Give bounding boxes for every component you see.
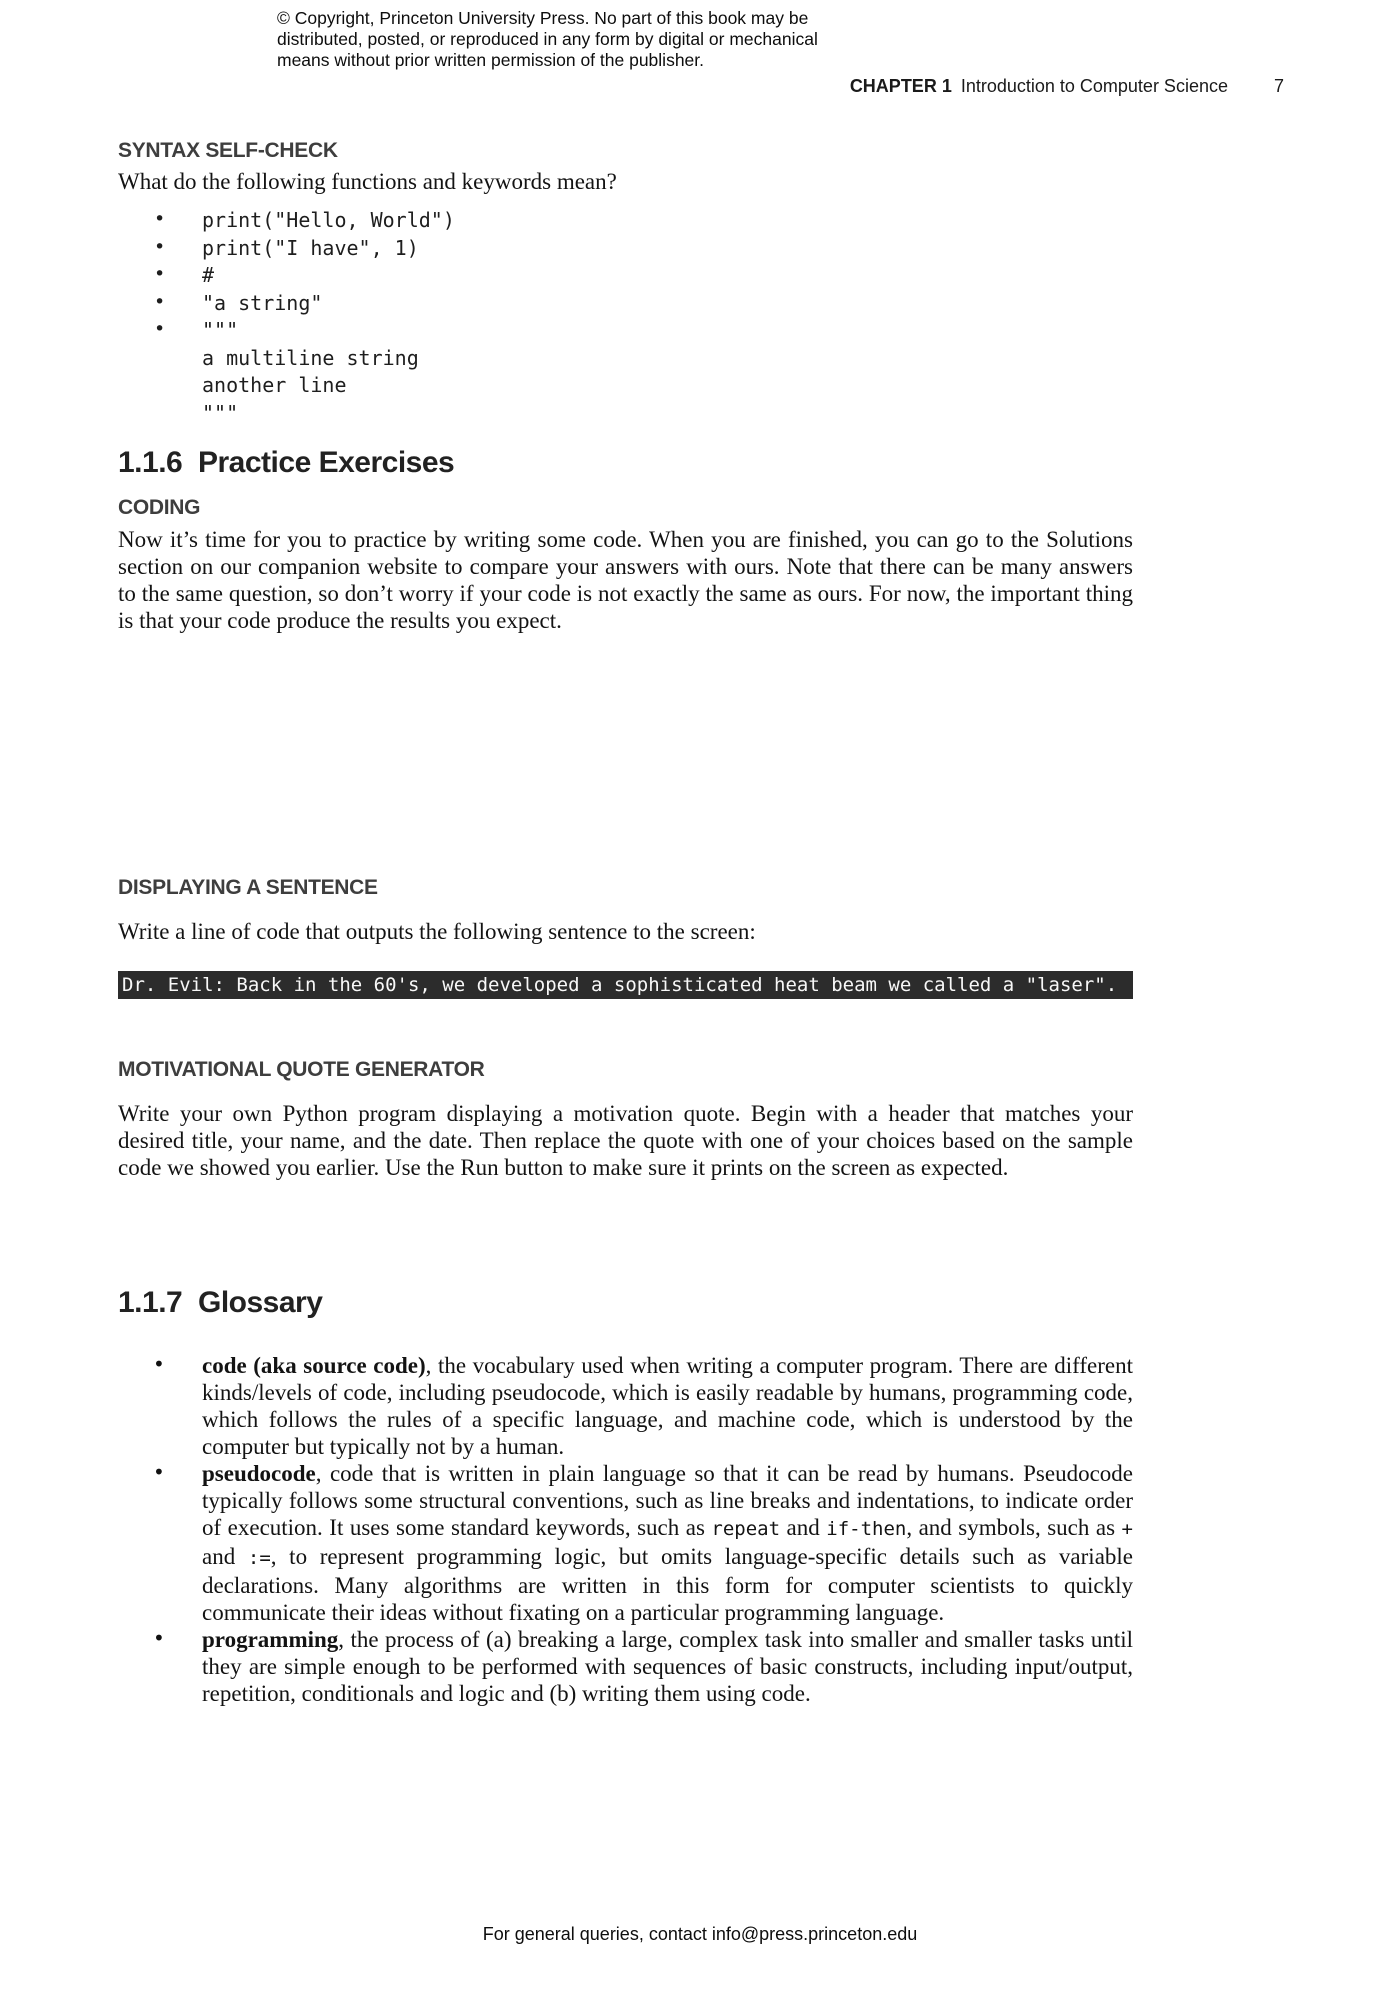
code-continuation-line: another line — [202, 373, 347, 397]
section-number: 1.1.6 — [118, 446, 183, 479]
copyright-line-1: © Copyright, Princeton University Press. No part of this book may be — [277, 8, 809, 28]
symbol-assign: := — [247, 1547, 271, 1569]
code-list-item — [118, 290, 1133, 318]
symbol-plus: + — [1121, 1518, 1133, 1540]
section-heading-practice-exercises — [118, 446, 1133, 480]
section-title: Glossary — [198, 1286, 323, 1319]
code-list-item — [118, 262, 1133, 290]
syntax-question: What do the following functions and keywords mean? — [118, 169, 617, 194]
section-title: Practice Exercises — [198, 446, 455, 479]
glossary-definition — [202, 1352, 1133, 1460]
coding-heading: CODING — [118, 496, 201, 519]
glossary-term: programming — [202, 1627, 339, 1652]
code-list-item — [118, 317, 1133, 345]
running-head — [118, 76, 1284, 97]
section-number: 1.1.7 — [118, 1286, 183, 1319]
code-snippet: print("Hello, World") — [202, 208, 455, 232]
code-continuation-line: a multiline string — [202, 345, 419, 370]
motivational-paragraph: Write your own Python program displaying a motivation quote. Begin with a header that matches your desired title, your name, and the date. Then replace the quote with one of your choices based on the sample code we showed you earlier. Use the Run button to make sure it prints on the screen as expected. — [118, 1101, 1133, 1180]
displaying-a-sentence-heading: DISPLAYING A SENTENCE — [118, 876, 378, 899]
glossary-definition-text: , the process of (a) breaking a large, complex task into smaller and smaller tasks until they are simple enough to be performed with sequences of basic constructs, including input/output, repetition, conditionals and logic and (b) writing them using code. — [202, 1627, 1133, 1706]
bullet-icon: • — [153, 1626, 165, 1650]
motivational-quote-generator-heading: MOTIVATIONAL QUOTE GENERATOR — [118, 1058, 485, 1081]
section-heading-glossary — [118, 1286, 1133, 1320]
bullet-icon: • — [154, 318, 166, 340]
glossary-definition-text: , the vocabulary used when writing a computer program. There are different kinds/levels of code, including pseudocode, which is easily readable by humans, programming code, which follows the rules of a specific language, and machine code, which is understood by the computer but typically not by a human. — [202, 1353, 1134, 1459]
displaying-paragraph: Write a line of code that outputs the following sentence to the screen: — [118, 919, 756, 944]
code-snippet: "a string" — [202, 290, 323, 315]
glossary-definition — [202, 1460, 1133, 1626]
bullet-icon: • — [154, 290, 166, 313]
coding-paragraph: Now it’s time for you to practice by writing some code. When you are finished, you can go to the Solutions section on our companion website to compare your answers with ours. Note that there can be many answers to the same question, so don’t worry if your code is not exactly the same as ours. For now, the important thing is that your code produce the results you expect. — [118, 527, 1133, 633]
glossary-term: code (aka source code) — [202, 1353, 426, 1378]
code-list-item — [118, 207, 1133, 235]
glossary-list — [118, 1352, 1133, 1707]
definition-segment: , code that is written in plain language so that it can be read by humans. Pseudocode typically follows some structural conventions, such as line breaks and indentations, to indicate order of execution. It uses some standard keywords, such as — [202, 1461, 1133, 1540]
glossary-term: pseudocode — [202, 1461, 316, 1486]
glossary-definition — [202, 1626, 1133, 1707]
keyword-repeat: repeat — [711, 1518, 781, 1540]
bullet-icon: • — [153, 1460, 165, 1484]
code-output-block — [118, 971, 1133, 999]
definition-segment: and — [202, 1544, 248, 1569]
chapter-title: Introduction to Computer Science — [960, 76, 1228, 96]
glossary-item-programming — [118, 1626, 1133, 1707]
bullet-icon: • — [154, 208, 166, 230]
keyword-if-then: if-then — [826, 1518, 907, 1540]
code-snippet: print("I have", 1) — [202, 235, 419, 260]
copyright-line-3: means without prior written permission of the publisher. — [277, 50, 705, 70]
code-list-item — [118, 235, 1133, 263]
glossary-item-pseudocode — [118, 1460, 1133, 1626]
chapter-label: CHAPTER 1 — [849, 76, 952, 96]
syntax-code-list — [118, 207, 1133, 427]
page-number: 7 — [1273, 76, 1284, 96]
syntax-self-check-heading: SYNTAX SELF-CHECK — [118, 139, 338, 162]
copyright-notice — [277, 8, 818, 71]
code-snippet: # — [202, 263, 215, 287]
definition-segment: , and symbols, such as — [906, 1515, 1122, 1540]
definition-segment: and — [780, 1515, 827, 1540]
code-snippet: """ — [202, 318, 239, 342]
bullet-icon: • — [154, 263, 166, 285]
bullet-icon: • — [153, 1352, 165, 1376]
copyright-line-2: distributed, posted, or reproduced in any form by digital or mechanical — [277, 29, 818, 49]
footer-contact-line: For general queries, contact info@press.princeton.edu — [482, 1924, 918, 1944]
code-continuation-line: """ — [202, 400, 239, 425]
definition-segment: , to represent programming logic, but omits language-specific details such as variable declarations. Many algorithms are written in this form for computer scientists to quickly communicate their ideas without fixating on a particular programming language. — [202, 1544, 1133, 1625]
bullet-icon: • — [154, 235, 166, 258]
glossary-item-code — [118, 1352, 1133, 1460]
code-output-text: Dr. Evil: Back in the 60's, we developed a sophisticated heat beam we called a "laser". — [122, 974, 1118, 996]
